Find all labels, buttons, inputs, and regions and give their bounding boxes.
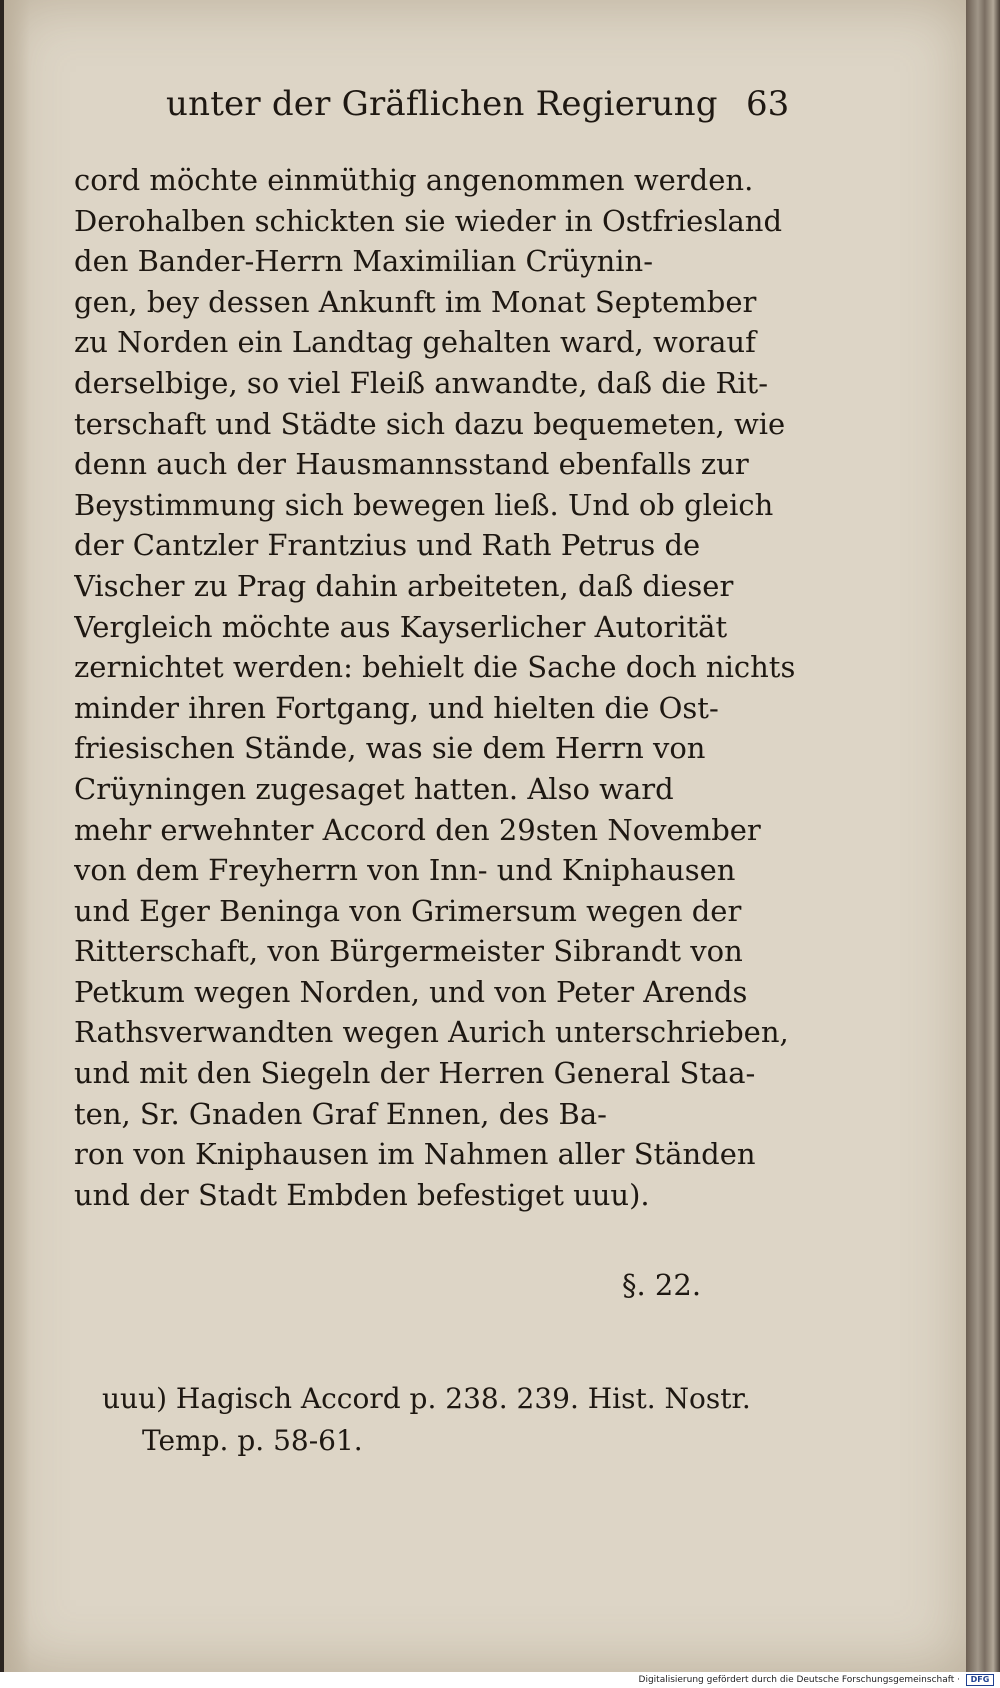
- text-line: cord möchte einmüthig angenommen werden.: [74, 163, 754, 197]
- text-line: Petkum wegen Norden, und von Peter Arends: [74, 974, 748, 1009]
- text-line: Vergleich möchte aus Kayserlicher Autorität: [74, 609, 728, 644]
- page-edge: [966, 0, 1000, 1672]
- page-header: [154, 78, 794, 138]
- credit-bar: [0, 1672, 1000, 1688]
- text-line: derselbige, so viel Fleiß anwandte, daß die Rit-: [74, 365, 769, 400]
- body-text: [74, 160, 814, 1215]
- text-line: den Bander-Herrn Maximilian Crüynin-: [74, 244, 654, 279]
- text-line: Rathsverwandten wegen Aurich unterschrieben,: [74, 1015, 789, 1050]
- funding-credit: Digitalisierung gefördert durch die Deutsche Forschungsgemeinschaft ·: [638, 1675, 960, 1685]
- text-line: ron von Kniphausen im Nahmen aller Ständen: [74, 1137, 756, 1172]
- text-line: der Cantzler Frantzius und Rath Petrus de: [74, 528, 701, 563]
- text-line: Vischer zu Prag dahin arbeiteten, daß dieser: [74, 568, 734, 603]
- text-line: von dem Freyherrn von Inn- und Kniphausen: [74, 853, 736, 888]
- text-line: denn auch der Hausmannsstand ebenfalls zur: [74, 447, 749, 482]
- text-line: und mit den Siegeln der Herren General Staa-: [74, 1056, 756, 1091]
- text-line: Crüyningen zugesaget hatten. Also ward: [74, 771, 674, 806]
- text-line: zernichtet werden: behielt die Sache doch nichts: [74, 650, 796, 685]
- footnote-line: Temp. p. 58-61.: [142, 1424, 363, 1457]
- text-line: friesischen Stände, was sie dem Herrn von: [74, 731, 706, 766]
- text-line: Derohalben schickten sie wieder in Ostfriesland: [74, 203, 783, 238]
- text-line: ten, Sr. Gnaden Graf Ennen, des Ba-: [74, 1096, 607, 1131]
- text-line: Beystimmung sich bewegen ließ. Und ob gleich: [74, 487, 774, 522]
- text-line: gen, bey dessen Ankunft im Monat September: [74, 284, 757, 319]
- text-line: Ritterschaft, von Bürgermeister Sibrandt von: [74, 934, 743, 969]
- catchword: §. 22.: [622, 1268, 702, 1302]
- text-line: und der Stadt Embden befestiget uuu).: [74, 1177, 650, 1212]
- footnote-line: uuu) Hagisch Accord p. 238. 239. Hist. Nostr.: [102, 1382, 751, 1415]
- dfg-logo: DFG: [966, 1674, 994, 1686]
- book-page: [4, 0, 966, 1672]
- text-line: und Eger Beninga von Grimersum wegen der: [74, 893, 742, 928]
- text-line: minder ihren Fortgang, und hielten die Ost-: [74, 690, 719, 725]
- running-head: unter der Gräflichen Regierung: [166, 84, 718, 124]
- text-line: terschaft und Städte sich dazu bequemeten, wie: [74, 406, 786, 441]
- page-number: 63: [746, 84, 790, 124]
- text-line: mehr erwehnter Accord den 29sten November: [74, 812, 761, 847]
- text-line: zu Norden ein Landtag gehalten ward, worauf: [74, 325, 756, 360]
- footnote: [102, 1378, 802, 1462]
